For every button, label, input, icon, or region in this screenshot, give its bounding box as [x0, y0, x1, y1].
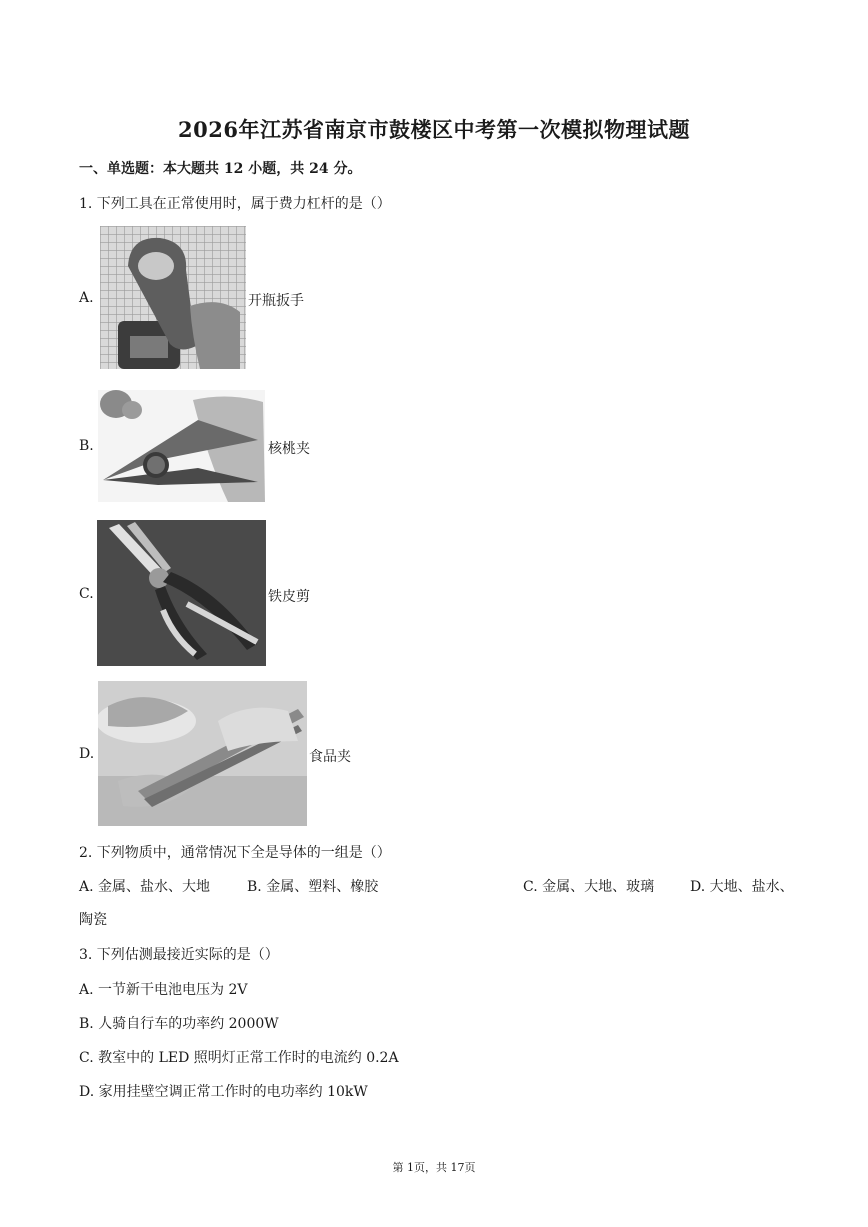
- tin-snips-photo: [97, 520, 266, 666]
- q3-option-d: D. 家用挂壁空调正常工作时的电功率约 10kW: [79, 1084, 368, 1100]
- question-1-stem: 1. 下列工具在正常使用时，属于费力杠杆的是（）: [79, 196, 391, 212]
- q2-option-c: C. 金属、大地、玻璃: [523, 879, 655, 895]
- food-tongs-photo: [98, 681, 307, 826]
- q1-option-c-label: 铁皮剪: [268, 589, 310, 605]
- q1-option-a-label: 开瓶扳手: [248, 293, 304, 309]
- q1-option-b-letter: B.: [79, 438, 94, 454]
- bottle-opener-photo: [100, 226, 246, 369]
- section-heading: 一、单选题：本大题共 12 小题，共 24 分。: [79, 161, 362, 177]
- nutcracker-photo: [98, 390, 265, 502]
- question-2-stem: 2. 下列物质中，通常情况下全是导体的一组是（）: [79, 845, 391, 861]
- q2-option-d: D. 大地、盐水、: [690, 879, 794, 895]
- q1-option-b-label: 核桃夹: [268, 441, 310, 457]
- q3-option-c: C. 教室中的 LED 照明灯正常工作时的电流约 0.2A: [79, 1050, 399, 1066]
- q2-option-d-continued: 陶瓷: [79, 912, 107, 928]
- q3-option-b: B. 人骑自行车的功率约 2000W: [79, 1016, 279, 1032]
- q1-option-c-letter: C.: [79, 586, 94, 602]
- q1-option-d-label: 食品夹: [309, 749, 351, 765]
- q2-option-a: A. 金属、盐水、大地: [79, 879, 211, 895]
- question-3-stem: 3. 下列估测最接近实际的是（）: [79, 947, 279, 963]
- q1-option-a-letter: A.: [79, 290, 94, 306]
- page-title: 2026年江苏省南京市鼓楼区中考第一次模拟物理试题: [178, 117, 690, 142]
- q2-option-b: B. 金属、塑料、橡胶: [247, 879, 379, 895]
- q1-option-d-letter: D.: [79, 746, 95, 762]
- page-footer: 第 1页，共 17页: [392, 1161, 476, 1174]
- q3-option-a: A. 一节新干电池电压为 2V: [79, 982, 248, 998]
